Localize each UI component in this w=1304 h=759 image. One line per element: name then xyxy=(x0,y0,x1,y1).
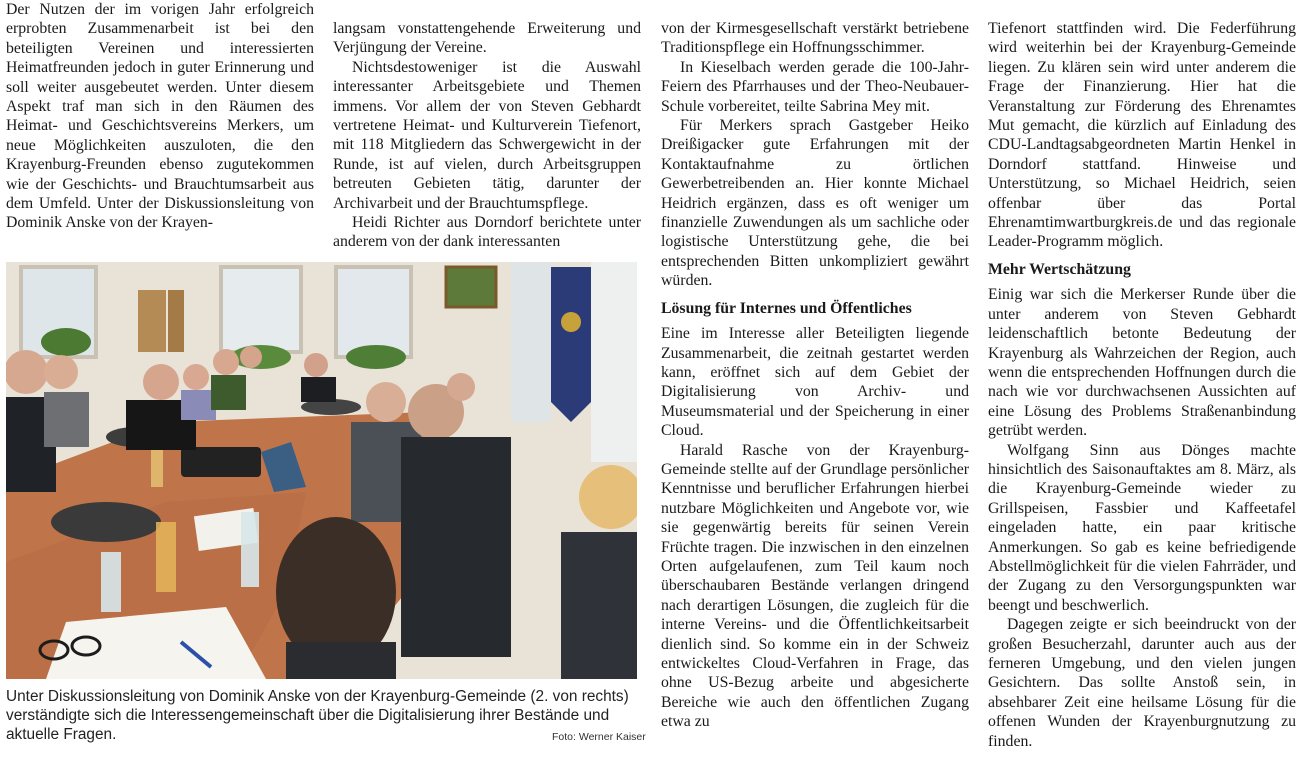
article-column-4 xyxy=(988,0,1296,751)
paragraph: von der Kirmesgesellschaft verstärkt betriebene Traditionspflege ein Hoffnungsschimmer. xyxy=(661,20,969,57)
paragraph: Wolfgang Sinn aus Dönges machte hinsichtlich des Saisonauftaktes am 8. März, als die Krayenburg-Gemeinde wieder zu Grillspeisen, Fassbier und Kaffeetafel eingeladen hatte, ein paar kritische Anmerkungen. So gab es keine befriedigende Abstellmöglichkeit für die vielen Fahrräder, und der Zugang zu den Versorgungspunkten war beengt und beschwerlich. xyxy=(988,441,1296,614)
article-photo xyxy=(6,262,637,679)
section-heading: Lösung für Internes und Öffentliches xyxy=(661,299,912,317)
paragraph: Einig war sich die Merkerser Runde über die unter anderem von Steven Gebhardt leidenschaftlich betonte Bedeutung der Krayenburg als Wahrzeichen der Region, auch wenn die entsprechenden Hoffnungen durch die nach wie vor durchwachsenen Aussichten auf eine Lösung des Problems Straßenanbindung getrübt werden. xyxy=(988,286,1296,440)
paragraph: Dagegen zeigte er sich beeindruckt von der großen Besucherzahl, darunter auch aus der ferneren Umgebung, und den vielen jungen Gesichtern. Das sollte Anstoß sein, in absehbarer Zeit eine heilsame Lösung für die offenen Wunden der Krayenburgnutzung zu finden. xyxy=(988,616,1296,750)
paragraph: Heidi Richter aus Dorndorf berichtete unter anderem von der dank interessanten xyxy=(333,214,641,251)
paragraph: In Kieselbach werden gerade die 100-Jahr-Feiern des Pfarrhauses und der Theo-Neubauer-Schule vorbereitet, teilte Sabrina Mey mit. xyxy=(661,58,969,115)
paragraph: Der Nutzen der im vorigen Jahr erfolgreich erprobten Zusammenarbeit ist bei den beteiligten Vereinen und interessierten Heimatfreunden jedoch in guter Erinnerung und soll weiter ausgebeutet werden. Unter diesem Aspekt traf man sich in den Räumen des Heimat- und Geschichtsvereins Merkers, um neue Möglichkeiten auszuloten, die den Krayenburg-Freunden ebenso zugutekommen wie der Geschichts- und Brauchtumsarbeit aus dem Umfeld. Unter der Diskussionsleitung von Dominik Anske von der Krayen- xyxy=(6,1,314,232)
paragraph: Für Merkers sprach Gastgeber Heiko Dreißigacker gute Erfahrungen mit der Kontaktaufnahme zu örtlichen Gewerbetreibenden an. Hier konnte Michael Heidrich ergänzen, dass es oft weniger um finanzielle Zuwendungen als um sachliche oder logistische Unterstützung gehe, die bei entsprechenden Bitten unkompliziert gewährt würden. xyxy=(661,117,969,290)
article-column-1 xyxy=(6,0,314,233)
photo-credit: Foto: Werner Kaiser xyxy=(552,731,646,743)
paragraph: Harald Rasche von der Krayenburg-Gemeinde stellte auf der Grundlage persönlicher Kenntnisse und beruflicher Erfahrungen hierbei nutzbare Möglichkeiten und Angebote vor, wie sie gegenwärtig bereits für seinen Verein Früchte tragen. Die inzwischen in den einzelnen Orten aufgelaufenen, zum Teil kaum noch überschaubaren Bestände verlangen dringend nach derartigen Lösungen, die zugleich für die interne Vereins- und die Öffentlichkeitsarbeit dienlich sind. So komme ein in der Schweiz entwickeltes Cloud-Verfahren in Frage, das ohne US-Bezug arbeite und abgesicherte Bereiche wie auch den öffentlichen Zugang etwa zu xyxy=(661,441,969,731)
paragraph: Tiefenort stattfinden wird. Die Federführung wird weiterhin bei der Krayenburg-Gemeinde liegen. Zu klären sein wird unter anderem die Frage der Finanzierung. Hier hat die Veranstaltung zur Förderung des Ehrenamtes Mut gemacht, die kürzlich auf Einladung des CDU-Landtagsabgeordneten Martin Henkel in Dorndorf stattfand. Hinweise und Unterstützung, so Michael Heidrich, seien offenbar über das Portal Ehrenamtimwartburgkreis.de und das regionale Leader-Programm möglich. xyxy=(988,20,1296,251)
photo-caption: Unter Diskussionsleitung von Dominik Anske von der Krayenburg-Gemeinde (2. von rechts) verständigte sich die Interessengemeinschaft über die Digitalisierung ihrer Bestände und aktuelle Fragen. xyxy=(6,688,629,744)
section-heading: Mehr Wertschätzung xyxy=(988,260,1131,278)
paragraph: langsam vonstattengehende Erweiterung und Verjüngung der Vereine. xyxy=(333,20,641,57)
article-column-2 xyxy=(333,0,641,252)
article-column-3 xyxy=(661,0,969,732)
paragraph: Eine im Interesse aller Beteiligten liegende Zusammenarbeit, die zeitnah gestartet werden kann, eröffnet sich auf dem Gebiet der Digitalisierung von Archiv- und Museumsmaterial und der Speicherung in einer Cloud. xyxy=(661,325,969,440)
paragraph: Nichtsdestoweniger ist die Auswahl interessanter Arbeitsgebiete und Themen immens. Vor allem der von Steven Gebhardt vertretene Heimat- und Kulturverein Tiefenort, mit 118 Mitgliedern das Schwergewicht in der Runde, ist auf vielen, durch Arbeitsgruppen betreuten Gebieten tätig, darunter der Archivarbeit und der Brauchtumspflege. xyxy=(333,58,641,212)
